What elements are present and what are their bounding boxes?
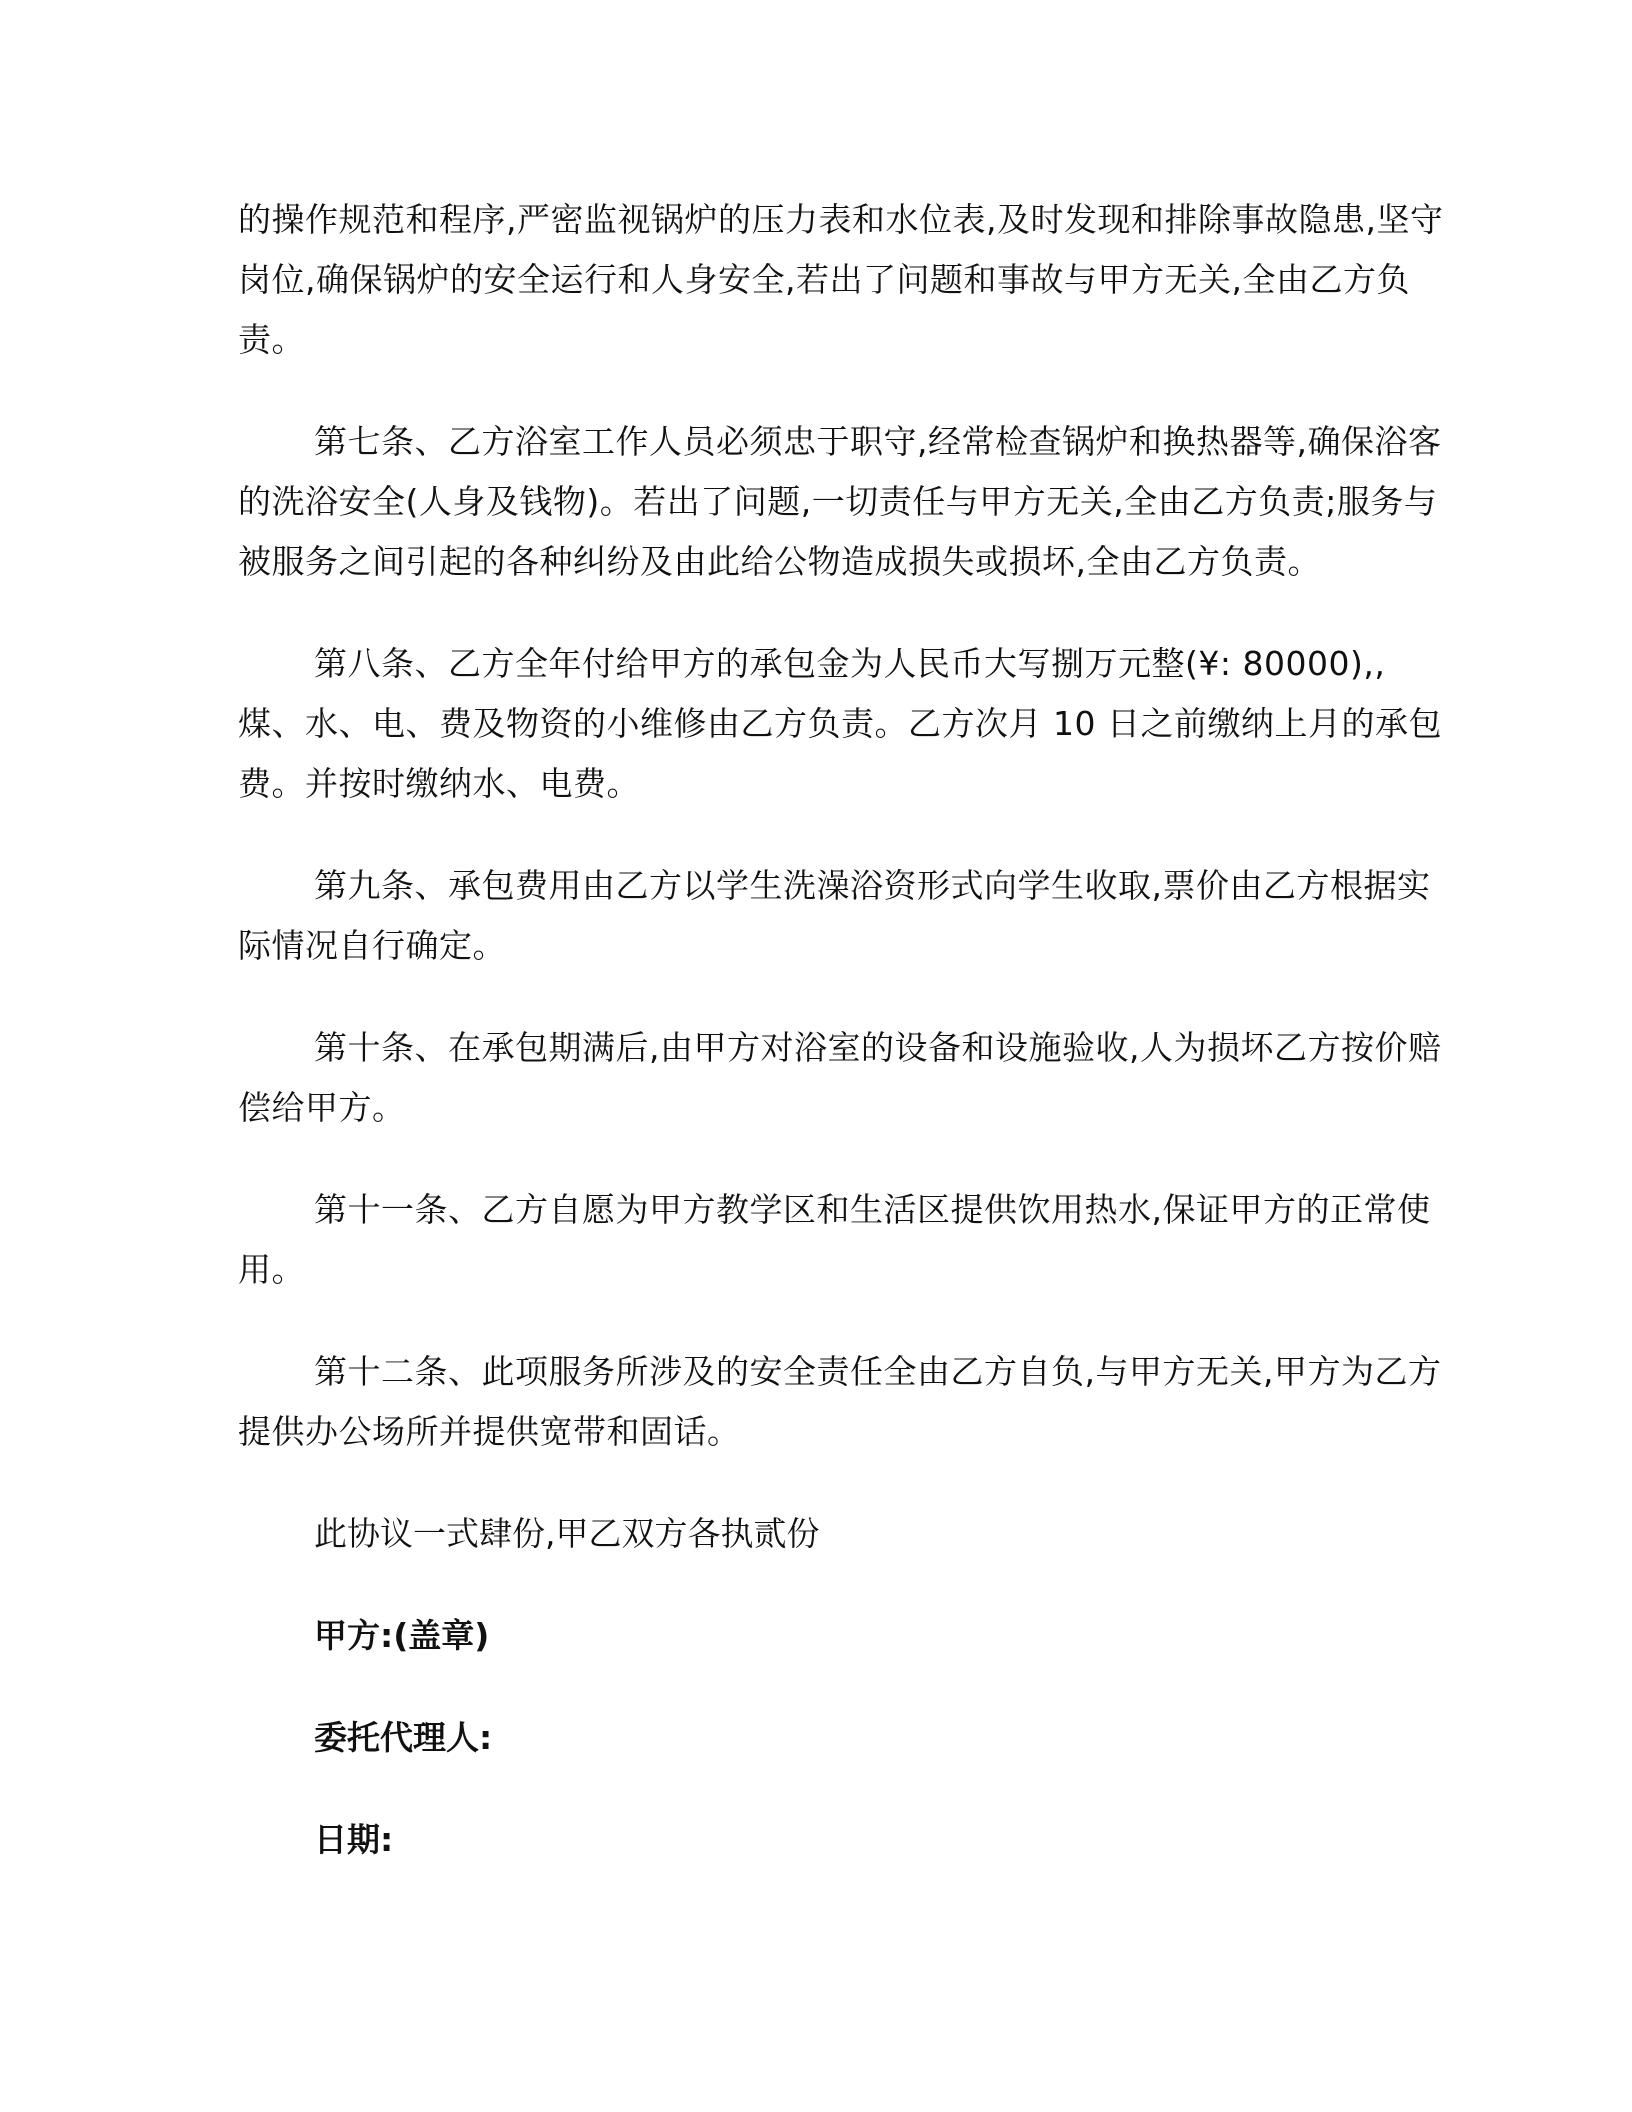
text-line: 偿给甲方。	[238, 1088, 406, 1127]
contract-article-11	[238, 1180, 1431, 1300]
text-line: 第九条、承包费用由乙方以学生洗澡浴资形式向学生收取,票价由乙方根据实	[314, 866, 1431, 905]
text-line: 际情况自行确定。	[238, 926, 506, 965]
text-line: 被服务之间引起的各种纠纷及由此给公物造成损失或损坏,全由乙方负责。	[238, 542, 1321, 581]
text-line: 第八条、乙方全年付给甲方的承包金为人民币大写捌万元整(¥: 80000),,	[314, 644, 1386, 683]
contract-article-8	[238, 634, 1442, 814]
text-line: 的洗浴安全(人身及钱物)。若出了问题,一切责任与甲方无关,全由乙方负责;服务与	[238, 482, 1438, 521]
text-line: 责。	[238, 320, 305, 359]
text-line: 第十一条、乙方自愿为甲方教学区和生活区提供饮用热水,保证甲方的正常使	[314, 1190, 1431, 1229]
text-line: 第十二条、此项服务所涉及的安全责任全由乙方自负,与甲方无关,甲方为乙方	[314, 1352, 1442, 1391]
contract-article-7	[238, 412, 1442, 592]
text-line: 提供办公场所并提供宽带和固话。	[238, 1412, 741, 1451]
document-page	[238, 190, 1444, 1912]
text-line: 第七条、乙方浴室工作人员必须忠于职守,经常检查锅炉和换热器等,确保浴客	[314, 422, 1442, 461]
contract-article-10	[238, 1018, 1442, 1138]
agent-label: 委托代理人:	[314, 1718, 493, 1757]
text-line: 的操作规范和程序,严密监视锅炉的压力表和水位表,及时发现和排除事故隐患,坚守	[238, 200, 1444, 239]
text-line: 岗位,确保锅炉的安全运行和人身安全,若出了问题和事故与甲方无关,全由乙方负	[238, 260, 1410, 299]
text-line: 用。	[238, 1250, 305, 1289]
copies-statement: 此协议一式肆份,甲乙双方各执贰份	[314, 1514, 820, 1553]
text-line: 第十条、在承包期满后,由甲方对浴室的设备和设施验收,人为损坏乙方按价赔	[314, 1028, 1442, 1067]
text-line: 煤、水、电、费及物资的小维修由乙方负责。乙方次月 10 日之前缴纳上月的承包	[238, 704, 1442, 743]
contract-article-12	[238, 1342, 1442, 1462]
date-label: 日期:	[314, 1820, 394, 1859]
text-line: 费。并按时缴纳水、电费。	[238, 764, 640, 803]
contract-article-9	[238, 856, 1431, 976]
contract-paragraph-continuation	[238, 190, 1444, 370]
party-a-seal-label: 甲方:(盖章)	[314, 1616, 490, 1655]
